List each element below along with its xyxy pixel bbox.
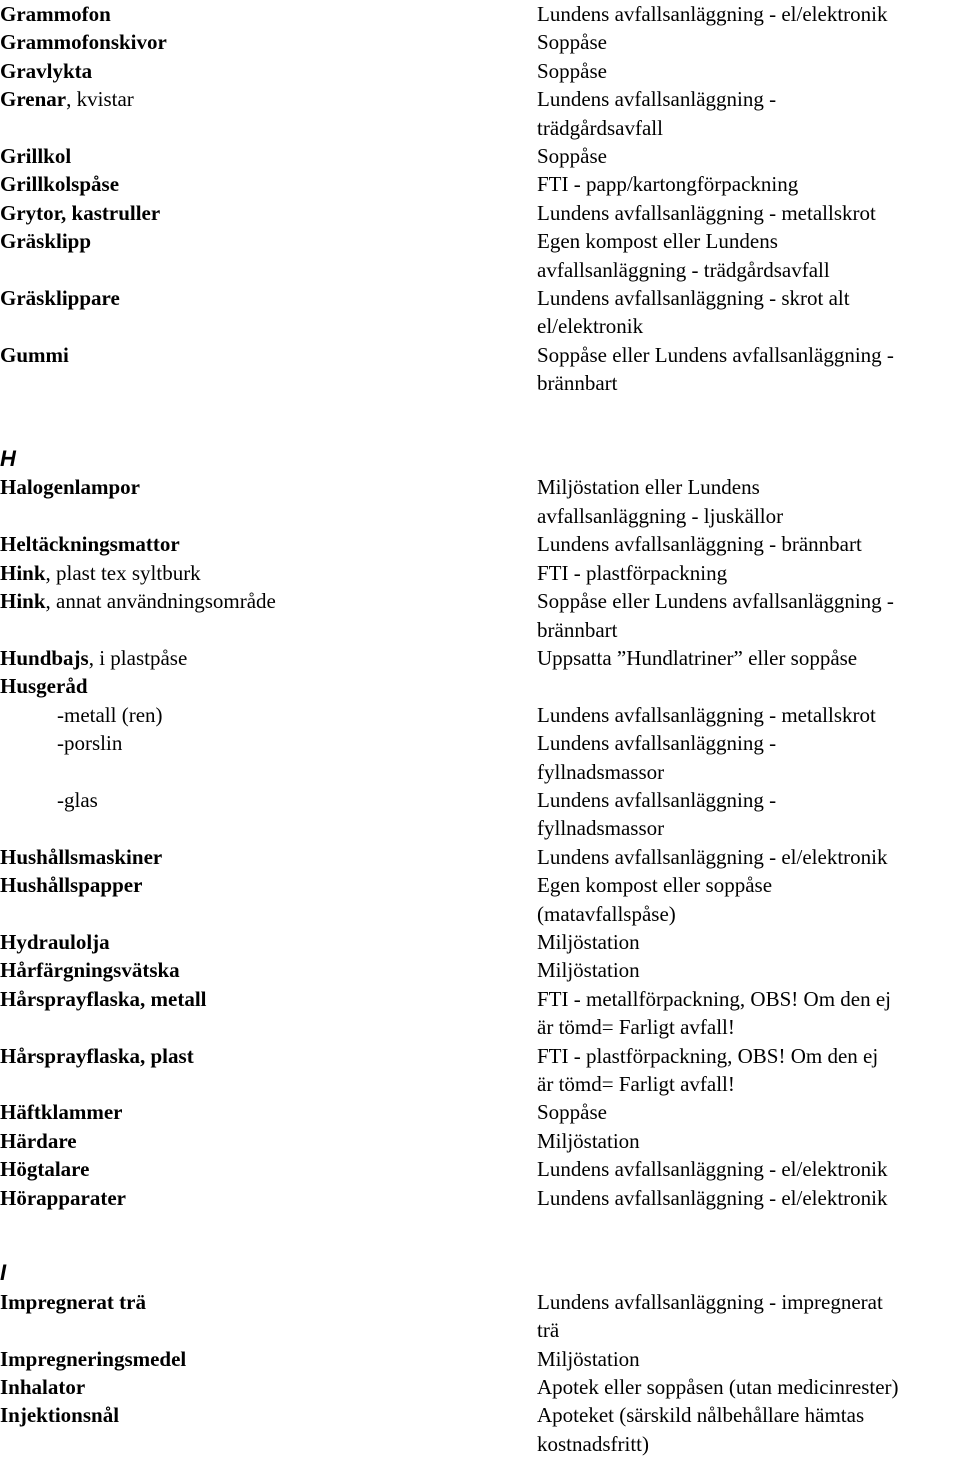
disposal-destination: Lundens avfallsanläggning - fyllnadsmassor [537, 731, 777, 784]
disposal-destination: FTI - papp/kartongförpackning [537, 172, 799, 197]
list-item [0, 956, 960, 984]
disposal-destination: FTI - metallförpackning, OBS! Om den ej är tömd= Farligt avfall! [537, 986, 892, 1040]
list-item [0, 985, 960, 1042]
disposal-destination: Miljöstation eller Lundens avfallsanläggning - ljuskällor [537, 475, 784, 528]
disposal-destination: Apotek eller soppåsen (utan medicinrester) [537, 1375, 899, 1400]
item-name: Gräsklipp [0, 229, 92, 254]
item-name: Gravlykta [0, 58, 93, 83]
list-item [0, 729, 960, 786]
list-item [0, 786, 960, 843]
list-item [0, 1127, 960, 1155]
item-name: Hårfärgningsvätska [0, 958, 180, 983]
list-item [0, 341, 960, 398]
item-name: Grillkol [0, 144, 72, 169]
item-name: Hushållsmaskiner [0, 844, 163, 869]
item-name: Högtalare [0, 1157, 90, 1182]
item-name: Grenar, kvistar [0, 87, 134, 112]
disposal-destination: Lundens avfallsanläggning - el/elektronik [537, 844, 888, 869]
list-item [0, 284, 960, 341]
item-name: Halogenlampor [0, 475, 140, 500]
disposal-destination: Lundens avfallsanläggning - brännbart [537, 532, 862, 557]
item-name: Heltäckningsmattor [0, 532, 180, 557]
disposal-destination: Soppåse [537, 1100, 607, 1125]
item-name: Härdare [0, 1128, 77, 1153]
item-name: Impregneringsmedel [0, 1346, 187, 1371]
list-item [0, 701, 960, 729]
item-name: Grammofonskivor [0, 30, 167, 55]
item-name: Grytor, kastruller [0, 200, 161, 225]
disposal-destination: Soppåse eller Lundens avfallsanläggning - brännbart [537, 589, 894, 642]
disposal-destination: Miljöstation [537, 1346, 640, 1371]
list-item [0, 928, 960, 956]
item-name: Grammofon [0, 2, 111, 26]
list-item [0, 142, 960, 170]
disposal-destination: Lundens avfallsanläggning - metallskrot [537, 702, 876, 727]
list-item [0, 199, 960, 227]
disposal-destination: FTI - plastförpackning, OBS! Om den ej är tömd= Farligt avfall! [537, 1043, 879, 1096]
list-item [0, 0, 960, 28]
item-name: -metall (ren) [57, 702, 163, 727]
disposal-destination: Lundens avfallsanläggning - el/elektronik [537, 1157, 888, 1182]
disposal-destination: Soppåse [537, 144, 607, 169]
list-item [0, 587, 960, 644]
disposal-destination: Soppåse eller Lundens avfallsanläggning - brännbart [537, 342, 894, 396]
disposal-destination: Egen kompost eller soppåse (matavfallspåse) [537, 873, 773, 926]
item-name: Hundbajs, i plastpåse [0, 645, 188, 670]
list-item [0, 1288, 960, 1345]
item-name: Husgeråd [0, 674, 88, 699]
disposal-destination: Miljöstation [537, 1128, 640, 1153]
disposal-destination: Lundens avfallsanläggning - trädgårdsavfall [537, 87, 777, 140]
item-name: Hydraulolja [0, 929, 110, 954]
disposal-destination: Soppåse [537, 30, 607, 55]
list-item [0, 644, 960, 672]
list-item [0, 559, 960, 587]
section-spacer [0, 398, 960, 426]
item-name: Häftklammer [0, 1100, 123, 1125]
disposal-destination: Miljöstation [537, 958, 640, 983]
item-name: -glas [57, 787, 98, 812]
disposal-destination: Lundens avfallsanläggning - impregnerat trä [537, 1289, 883, 1343]
disposal-destination: Egen kompost eller Lundens avfallsanläggning - trädgårdsavfall [537, 229, 830, 282]
section-spacer [0, 1212, 960, 1240]
list-item [0, 85, 960, 142]
list-item [0, 1373, 960, 1401]
disposal-destination: FTI - plastförpackning [537, 560, 728, 585]
item-name: Injektionsnål [0, 1403, 120, 1428]
disposal-destination: Lundens avfallsanläggning - skrot alt el/elektronik [537, 286, 850, 339]
disposal-destination: Miljöstation [537, 929, 640, 954]
list-item [0, 473, 960, 530]
list-item [0, 1345, 960, 1373]
item-name: Hushållspapper [0, 873, 143, 898]
list-item [0, 170, 960, 198]
item-name: Impregnerat trä [0, 1289, 146, 1314]
disposal-destination: Lundens avfallsanläggning - fyllnadsmassor [537, 787, 777, 841]
item-name: Hörapparater [0, 1185, 126, 1210]
list-item [0, 1184, 960, 1212]
item-name: Hink, plast tex syltburk [0, 560, 201, 585]
disposal-destination: Lundens avfallsanläggning - el/elektronik [537, 2, 888, 26]
list-item [0, 28, 960, 56]
list-item [0, 57, 960, 85]
item-name: Hårsprayflaska, plast [0, 1043, 194, 1068]
disposal-destination: Lundens avfallsanläggning - metallskrot [537, 200, 876, 225]
disposal-destination: Soppåse [537, 58, 607, 83]
list-item [0, 843, 960, 871]
item-name: Grillkolspåse [0, 172, 120, 197]
disposal-destination: Apoteket (särskild nålbehållare hämtas kostnadsfritt) [537, 1403, 865, 1456]
disposal-destination: Lundens avfallsanläggning - el/elektronik [537, 1185, 888, 1210]
list-item [0, 1098, 960, 1126]
item-name: Hink, annat användningsområde [0, 589, 276, 614]
list-item [0, 672, 960, 700]
list-item [0, 227, 960, 284]
item-name: -porslin [57, 731, 123, 756]
item-name: Hårsprayflaska, metall [0, 986, 207, 1011]
disposal-destination: Uppsatta ”Hundlatriner” eller soppåse [537, 645, 858, 670]
item-name: Gummi [0, 342, 69, 367]
section-heading: H [0, 446, 16, 472]
item-name: Inhalator [0, 1375, 86, 1400]
list-item [0, 871, 960, 928]
list-item [0, 1155, 960, 1183]
list-item [0, 530, 960, 558]
item-name: Gräsklippare [0, 286, 120, 311]
section-heading: I [0, 1260, 7, 1286]
list-item [0, 1042, 960, 1099]
